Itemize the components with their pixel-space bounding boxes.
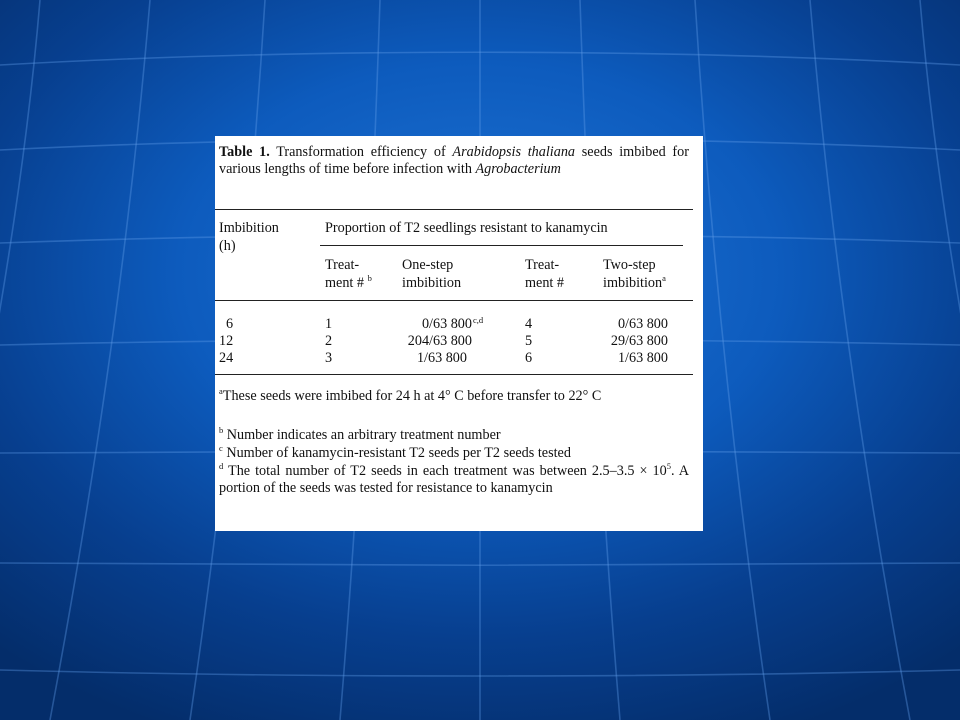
header-treat1-line2: ment # $^b$ xyxy=(325,273,372,291)
caption-label: Table 1. xyxy=(219,144,270,160)
header-treat1-line1: Treat- xyxy=(325,257,360,273)
spanner-rule xyxy=(320,245,683,246)
cell-treat1: 1 xyxy=(325,316,333,332)
header-treat2-line1: Treat- xyxy=(525,257,560,273)
footnote-d: $^d$ The total number of T2 seeds in each treatment was between $2.5-3.5 \times 10^5$. A portion of the seeds was tested for resistance to kanamycin xyxy=(219,461,690,497)
cell-imbibition: 12 xyxy=(219,333,234,349)
footnote-a: $^a$These seeds were imbibed for 24 h at 4° C before transfer to 22° C xyxy=(219,386,602,404)
header-twostep-line1: Two-step xyxy=(603,257,656,273)
cell-treat1: 2 xyxy=(325,333,333,349)
footnote-mark-b: b xyxy=(367,273,372,283)
top-rule xyxy=(215,209,693,210)
cell-imbibition: 24 xyxy=(219,350,234,366)
footnote-c: $^c$ Number of kanamycin-resistant T2 seeds per T2 seeds tested xyxy=(219,443,571,461)
cell-treat1: 3 xyxy=(325,350,333,366)
header-twostep-line2: imbibition$^a$ xyxy=(603,273,666,291)
bottom-rule xyxy=(215,374,693,375)
header-onestep-line2: imbibition xyxy=(402,275,462,291)
table-image: Table 1. Transformation efficiency of Arabidopsis thaliana seeds imbibed for various lengths of time before infection with Agrobacterium Imbibition (h) Proportion of T2 seedlings resistant to kanamycin Treat- ment # $^b$ One-step imbibition Treat- ment # Two-step imbibition$^a$ 6 1 0/63 800 c,d 4 0/63 800 12 2 204/63 800 5 29/63 800 24 3 1/63 800 6 1/63 800 $^a$These seeds were imbibed for 24 h at 4° C before transfer to 22° C $^b$ Number indicates an arbitrary treatment number $^c$ Number of kanamycin-resistant T2 seeds per T2 seeds tested $^d$ The total number of T2 seeds in each treatment was between $2.5-3.5 \times 10^5$. A portion of the seeds was tested for resistance to kanamycin xyxy=(215,136,703,531)
caption-text-1: Transformation efficiency of xyxy=(269,144,453,160)
cell-imbibition: 6 xyxy=(226,316,234,332)
table-caption xyxy=(219,144,689,179)
cell-onestep: 0/63 800 xyxy=(421,316,472,332)
cell-twostep: 0/63 800 xyxy=(617,316,668,332)
cell-treat2: 4 xyxy=(525,316,533,332)
footnote-mark-a: a xyxy=(662,273,666,283)
cell-treat2: 5 xyxy=(525,333,533,349)
footnote-b: $^b$ Number indicates an arbitrary treatment number xyxy=(219,425,501,443)
caption-species: Arabidopsis thaliana xyxy=(452,144,576,160)
header-spanner: Proportion of T2 seedlings resistant to kanamycin xyxy=(325,220,608,236)
caption-text-2: seeds imbibed for various lengths of time before infection with xyxy=(219,144,689,178)
cell-treat2: 6 xyxy=(525,350,533,366)
cell-onestep: 1/63 800 xyxy=(416,350,467,366)
header-imbibition-line1: Imbibition xyxy=(219,220,279,236)
cell-onestep: 204/63 800 xyxy=(407,333,472,349)
header-treat2-line2: ment # xyxy=(525,275,565,291)
header-imbibition-line2: (h) xyxy=(219,238,236,254)
cell-twostep: 1/63 800 xyxy=(617,350,668,366)
cell-twostep: 29/63 800 xyxy=(610,333,668,349)
header-onestep-line1: One-step xyxy=(402,257,454,273)
caption-genus: Agrobacterium xyxy=(475,161,561,178)
header-rule xyxy=(215,300,693,301)
